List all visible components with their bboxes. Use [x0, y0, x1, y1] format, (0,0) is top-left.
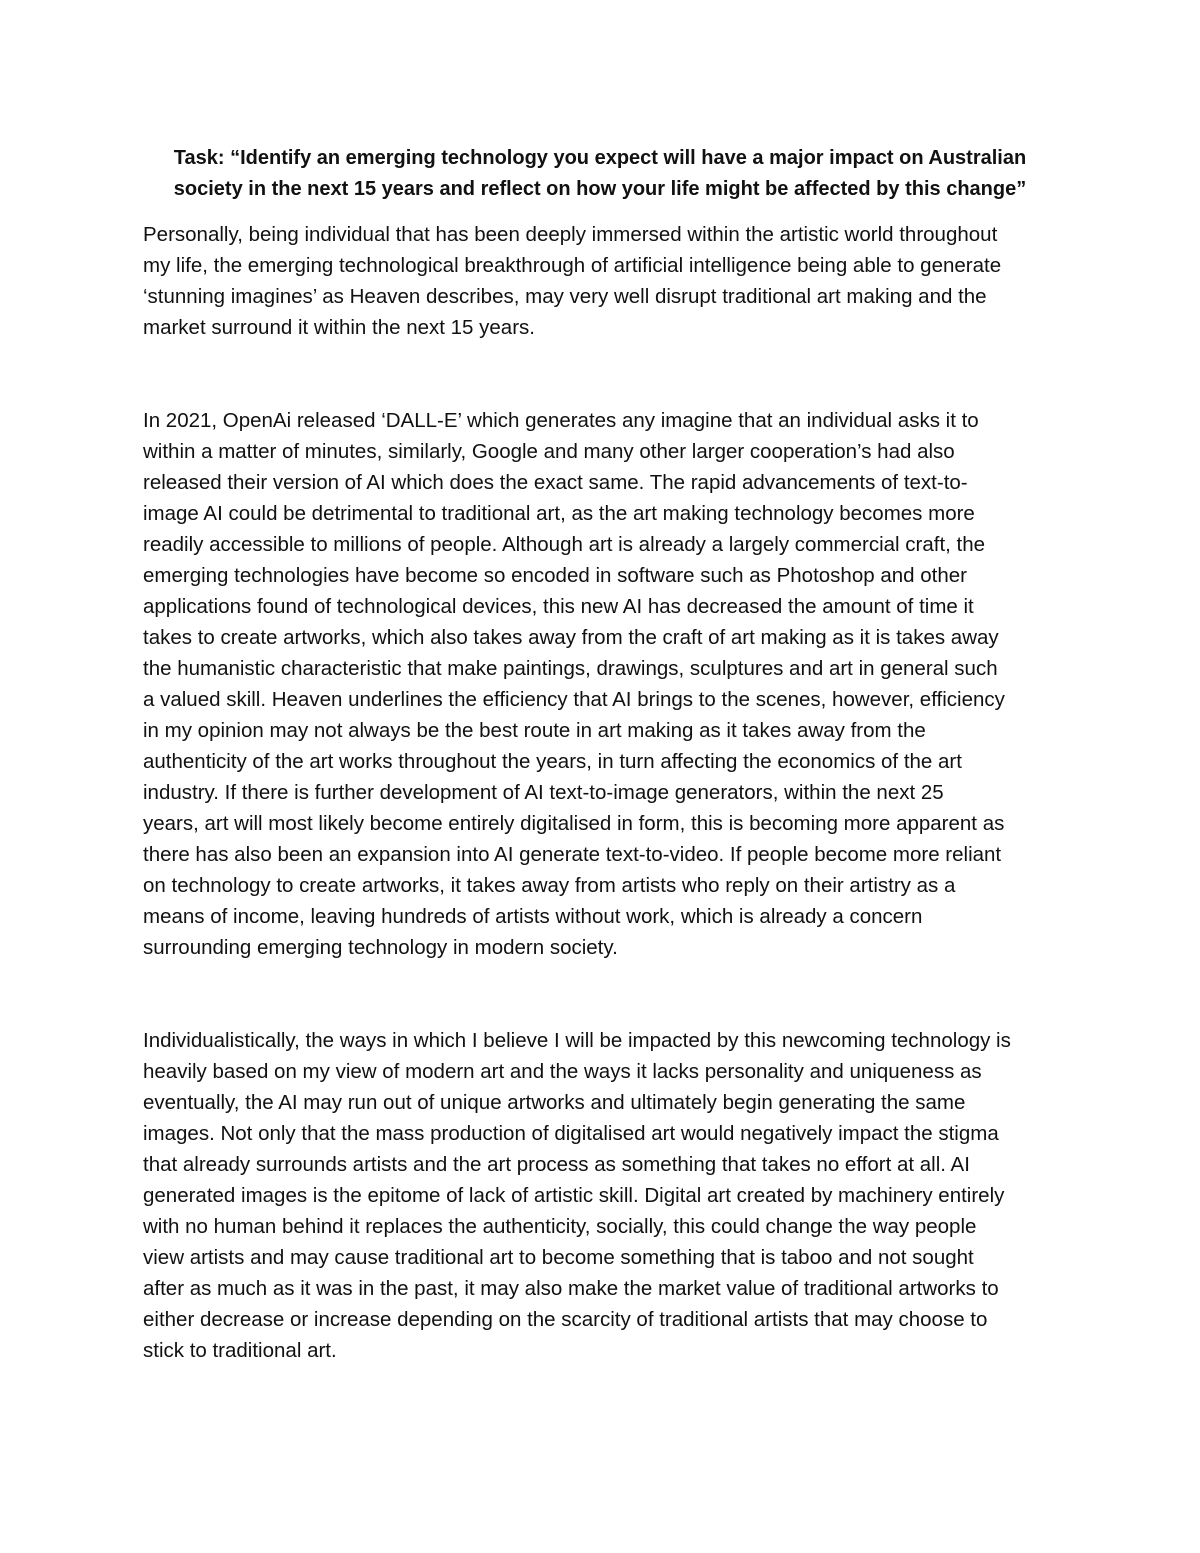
- paragraph-intro: [143, 219, 1073, 343]
- text-line: heavily based on my view of modern art and the ways it lacks personality and uniqueness as: [143, 1060, 982, 1083]
- text-line: generated images is the epitome of lack of artistic skill. Digital art created by machinery entirely: [143, 1184, 1005, 1207]
- text-line: Personally, being individual that has been deeply immersed within the artistic world throughout: [143, 223, 998, 246]
- text-line: the humanistic characteristic that make paintings, drawings, sculptures and art in general such: [143, 657, 998, 680]
- text-line: in my opinion may not always be the best route in art making as it takes away from the: [143, 719, 926, 742]
- text-line: years, art will most likely become entirely digitalised in form, this is becoming more apparent as: [143, 812, 1005, 835]
- text-line: view artists and may cause traditional art to become something that is taboo and not sought: [143, 1246, 974, 1269]
- text-line: In 2021, OpenAi released ‘DALL-E’ which generates any imagine that an individual asks it to: [143, 409, 979, 432]
- text-line: released their version of AI which does the exact same. The rapid advancements of text-to-: [143, 471, 968, 494]
- text-line: applications found of technological devices, this new AI has decreased the amount of time it: [143, 595, 974, 618]
- text-line: with no human behind it replaces the authenticity, socially, this could change the way people: [143, 1215, 977, 1238]
- paragraph-openai-dalle: [143, 405, 1073, 963]
- text-line: my life, the emerging technological breakthrough of artificial intelligence being able to generate: [143, 254, 1002, 277]
- text-line: a valued skill. Heaven underlines the efficiency that AI brings to the scenes, however, efficiency: [143, 688, 1005, 711]
- text-line: there has also been an expansion into AI generate text-to-video. If people become more reliant: [143, 843, 1002, 866]
- text-line: readily accessible to millions of people. Although art is already a largely commercial craft, the: [143, 533, 986, 556]
- text-line: Individualistically, the ways in which I believe I will be impacted by this newcoming technology is: [143, 1029, 1011, 1052]
- text-line: stick to traditional art.: [143, 1339, 337, 1362]
- paragraph-individual-impact: [143, 1025, 1073, 1366]
- text-line: surrounding emerging technology in modern society.: [143, 936, 618, 959]
- text-line: market surround it within the next 15 years.: [143, 316, 535, 339]
- title-line: society in the next 15 years and reflect on how your life might be affected by this change”: [173, 178, 1027, 200]
- text-line: industry. If there is further development of AI text-to-image generators, within the next 25: [143, 781, 944, 804]
- text-line: emerging technologies have become so encoded in software such as Photoshop and other: [143, 564, 967, 587]
- text-line: authenticity of the art works throughout the years, in turn affecting the economics of the art: [143, 750, 962, 773]
- text-line: eventually, the AI may run out of unique artworks and ultimately begin generating the same: [143, 1091, 966, 1114]
- text-line: that already surrounds artists and the art process as something that takes no effort at all. AI: [143, 1153, 970, 1176]
- text-line: either decrease or increase depending on the scarcity of traditional artists that may choose to: [143, 1308, 988, 1331]
- text-line: takes to create artworks, which also takes away from the craft of art making as it is takes away: [143, 626, 999, 649]
- text-line: after as much as it was in the past, it may also make the market value of traditional artworks to: [143, 1277, 999, 1300]
- text-line: on technology to create artworks, it takes away from artists who reply on their artistry as a: [143, 874, 956, 897]
- text-line: within a matter of minutes, similarly, Google and many other larger cooperation’s had also: [143, 440, 955, 463]
- text-line: means of income, leaving hundreds of artists without work, which is already a concern: [143, 905, 923, 928]
- text-line: image AI could be detrimental to traditional art, as the art making technology becomes more: [143, 502, 975, 525]
- text-line: ‘stunning imagines’ as Heaven describes, may very well disrupt traditional art making and the: [143, 285, 987, 308]
- task-title: [120, 143, 1080, 205]
- title-line: Task: “Identify an emerging technology you expect will have a major impact on Australian: [173, 147, 1027, 169]
- text-line: images. Not only that the mass production of digitalised art would negatively impact the stigma: [143, 1122, 999, 1145]
